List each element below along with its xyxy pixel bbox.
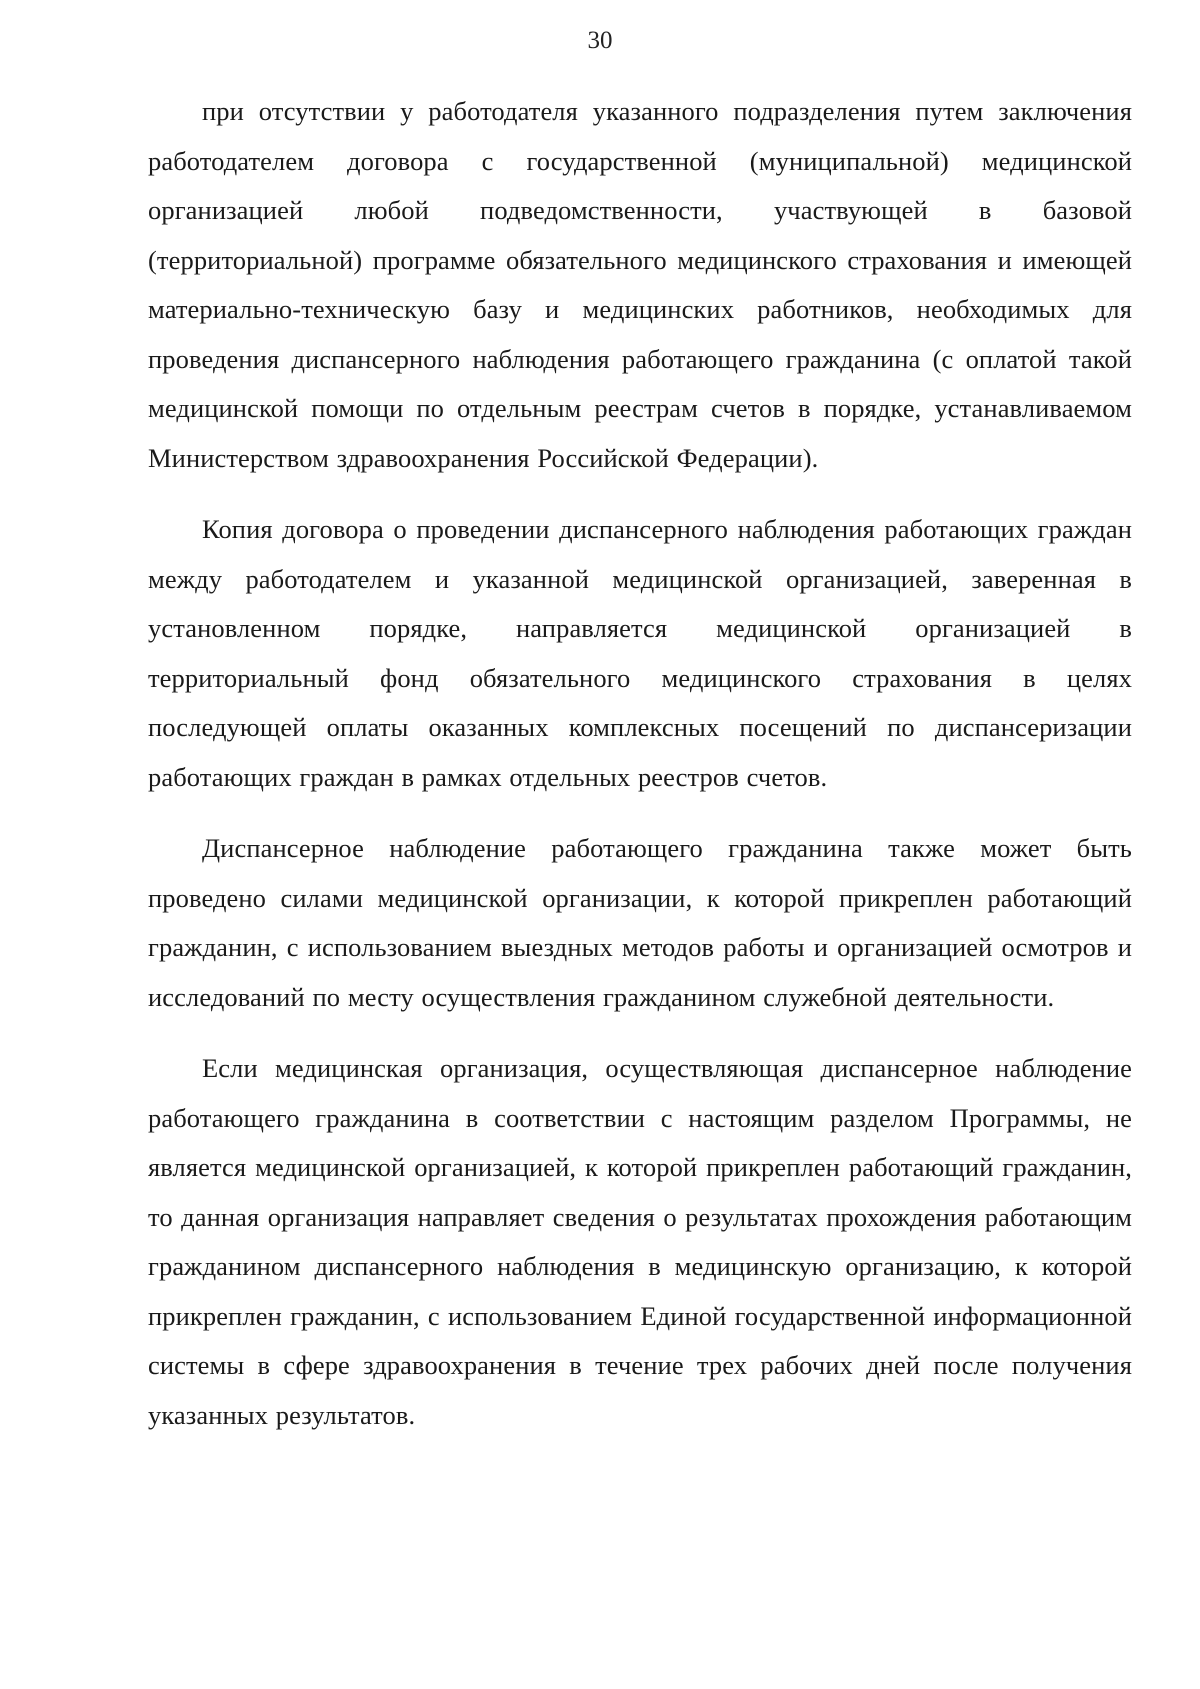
page-number: 30 xyxy=(587,27,613,54)
paragraph-1: при отсутствии у работодателя указанного подразделения путем заключения работодателем договора с государственной (муниципальной) медицинской организацией любой подведомственности, участвующей в базовой (территориальной) программе обязательного медицинского страхования и имеющей материально-техническую базу и медицинских работников, необходимых для проведения диспансерного наблюдения работающего гражданина (с оплатой такой медицинской помощи по отдельным реестрам счетов в порядке, устанавливаемом Министерством здравоохранения Российской Федерации). xyxy=(148,96,1132,473)
document-body xyxy=(148,87,1132,1440)
paragraph-3: Диспансерное наблюдение работающего гражданина также может быть проведено силами медицинской организации, к которой прикреплен работающий гражданин, с использованием выездных методов работы и организацией осмотров и исследований по месту осуществления гражданином служебной деятельности. xyxy=(148,833,1132,1012)
paragraph-4: Если медицинская организация, осуществляющая диспансерное наблюдение работающего гражданина в соответствии с настоящим разделом Программы, не является медицинской организацией, к которой прикреплен работающий гражданин, то данная организация направляет сведения о результатах прохождения работающим гражданином диспансерного наблюдения в медицинскую организацию, к которой прикреплен гражданин, с использованием Единой государственной информационной системы в сфере здравоохранения в течение трех рабочих дней после получения указанных результатов. xyxy=(148,1053,1132,1430)
paragraph-2: Копия договора о проведении диспансерного наблюдения работающих граждан между работодателем и указанной медицинской организацией, заверенная в установленном порядке, направляется медицинской организацией в территориальный фонд обязательного медицинского страхования в целях последующей оплаты оказанных комплексных посещений по диспансеризации работающих граждан в рамках отдельных реестров счетов. xyxy=(148,514,1132,792)
